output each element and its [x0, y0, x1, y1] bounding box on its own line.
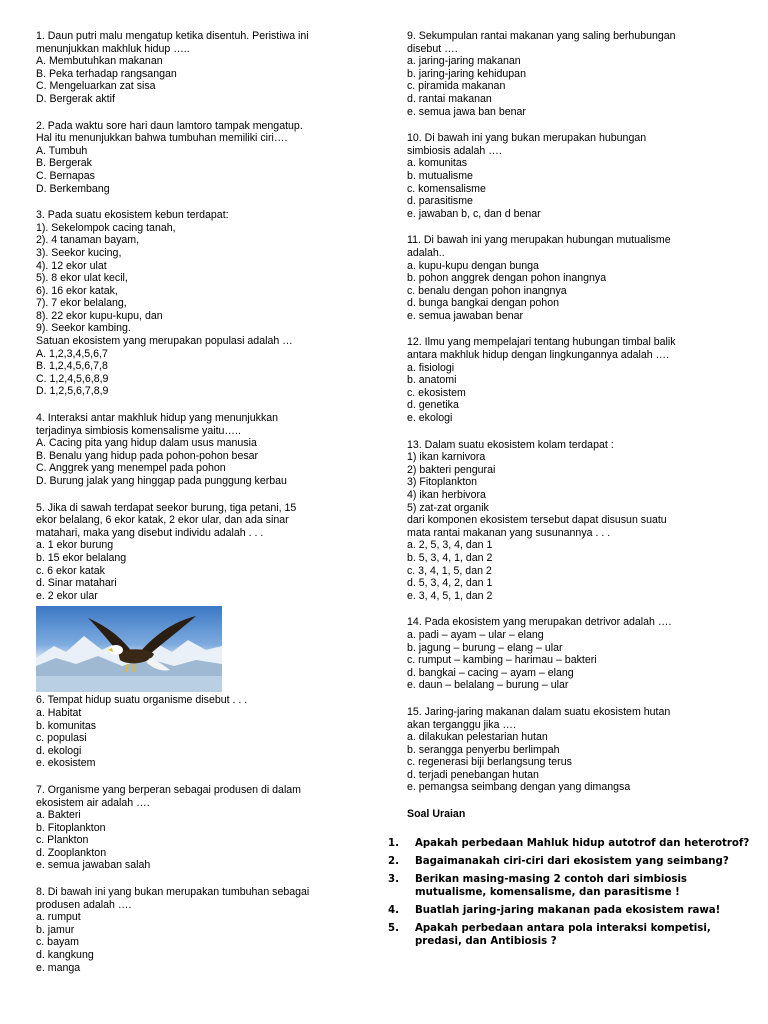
question-line: 4). 12 ekor ulat — [36, 259, 107, 272]
question-line: 4. Interaksi antar makhluk hidup yang menunjukkan — [36, 412, 279, 425]
question-line: 1) ikan karnivora — [407, 451, 486, 464]
question-15 — [407, 706, 752, 794]
question-line: b. jamur — [36, 923, 75, 936]
question-13 — [407, 439, 752, 603]
question-line: e. jawaban b, c, dan d benar — [407, 207, 541, 220]
question-line: a. jaring-jaring makanan — [407, 55, 521, 68]
question-line: b. serangga penyerbu berlimpah — [407, 743, 560, 756]
question-line: c. Plankton — [36, 834, 89, 847]
question-8 — [36, 886, 376, 974]
question-9 — [407, 30, 752, 118]
question-line: dari komponen ekosistem tersebut dapat disusun suatu — [407, 514, 667, 527]
question-line: d. genetika — [407, 399, 459, 412]
essay-item: 4. Buatlah jaring-jaring makanan pada ekosistem rawa! — [388, 904, 721, 916]
question-line: 12. Ilmu yang mempelajari tentang hubungan timbal balik — [407, 336, 676, 349]
question-line: b. anatomi — [407, 374, 457, 387]
essay-item: 3. Berikan masing-masing 2 contoh dari simbiosis mutualisme, komensalisme, dan parasitisme ! — [388, 873, 687, 898]
question-line: antara makhluk hidup dengan lingkungannya adalah …. — [407, 349, 670, 362]
question-12 — [407, 336, 752, 424]
question-line: 5) zat-zat organik — [407, 501, 489, 514]
question-line: 8). 22 ekor kupu-kupu, dan — [36, 309, 163, 322]
question-line: c. 3, 4, 1, 5, dan 2 — [407, 564, 492, 577]
question-line: d. 5, 3, 4, 2, dan 1 — [407, 577, 493, 590]
question-line: d. bunga bangkai dengan pohon — [407, 297, 559, 310]
question-line: 9). Seekor kambing. — [36, 322, 131, 335]
question-line: 1. Daun putri malu mengatup ketika disentuh. Peristiwa ini — [36, 30, 309, 42]
question-line: 10. Di bawah ini yang bukan merupakan hubungan — [407, 132, 647, 145]
question-line: B. 1,2,4,5,6,7,8 — [36, 360, 108, 373]
question-line: c. 6 ekor katak — [36, 564, 105, 577]
question-line: 14. Pada ekosistem yang merupakan detrivor adalah …. — [407, 616, 672, 629]
question-line: a. 1 ekor burung — [36, 539, 114, 552]
question-line: a. komunitas — [407, 157, 468, 170]
question-line: d. ekologi — [36, 744, 82, 757]
question-line: 3). Seekor kucing, — [36, 246, 122, 259]
question-line: 6). 16 ekor katak, — [36, 284, 118, 297]
question-line: simbiosis adalah …. — [407, 144, 502, 157]
question-5 — [36, 502, 376, 603]
question-2 — [36, 120, 376, 196]
question-line: C. Bernapas — [36, 169, 95, 182]
question-line: 2. Pada waktu sore hari daun lamtoro tampak mengatup. — [36, 119, 303, 132]
question-line: Satuan ekosistem yang merupakan populasi adalah … — [36, 335, 293, 348]
question-line: b. mutualisme — [407, 169, 473, 182]
question-line: mata rantai makanan yang susunannya . . . — [407, 526, 611, 539]
question-line: 4) ikan herbivora — [407, 489, 486, 501]
question-line: matahari, maka yang disebut individu adalah . . . — [36, 526, 264, 539]
question-line: e. semua jawaban benar — [407, 309, 524, 322]
question-line: A. Tumbuh — [36, 144, 88, 157]
question-line: akan terganggu jika …. — [407, 718, 516, 731]
question-line: B. Bergerak — [36, 157, 92, 170]
question-line: c. benalu dengan pohon inangnya — [407, 284, 567, 297]
question-line: 6. Tempat hidup suatu organisme disebut . . . — [36, 694, 248, 707]
question-line: c. piramida makanan — [407, 80, 506, 93]
question-line: c. ekosistem — [407, 386, 466, 399]
question-line: A. Cacing pita yang hidup dalam usus manusia — [36, 437, 257, 450]
question-line: b. pohon anggrek dengan pohon inangnya — [407, 272, 607, 285]
question-line: b. jagung – burung – elang – ular — [407, 641, 563, 654]
question-line: a. 2, 5, 3, 4, dan 1 — [407, 539, 493, 552]
question-line: a. dilakukan pelestarian hutan — [407, 731, 548, 744]
question-line: Hal itu menunjukkan bahwa tumbuhan memiliki ciri…. — [36, 132, 288, 145]
question-line: ekosistem air adalah …. — [36, 796, 150, 809]
question-line: ekor belalang, 6 ekor katak, 2 ekor ular, dan ada sinar — [36, 514, 289, 527]
question-line: b. 15 ekor belalang — [36, 551, 127, 564]
essay-item: 1. Apakah perbedaan Mahluk hidup autotrof dan heterotrof? — [388, 837, 750, 849]
eagle-photo — [36, 606, 222, 692]
question-line: 5. Jika di sawah terdapat seekor burung, tiga petani, 15 — [36, 501, 297, 514]
question-line: e. daun – belalang – burung – ular — [407, 679, 569, 692]
question-line: C. 1,2,4,5,6,8,9 — [36, 372, 109, 385]
question-7 — [36, 784, 376, 872]
question-line: C. Anggrek yang menempel pada pohon — [36, 462, 226, 475]
question-14 — [407, 616, 752, 692]
question-line: B. Peka terhadap rangsangan — [36, 67, 177, 80]
question-line: D. Bergerak aktif — [36, 92, 115, 105]
question-line: D. Burung jalak yang hinggap pada punggung kerbau — [36, 475, 287, 487]
question-line: d. parasitisme — [407, 195, 473, 208]
question-4 — [36, 412, 376, 488]
question-line: e. pemangsa seimbang dengan yang dimangsa — [407, 781, 631, 794]
eagle-image — [36, 606, 222, 692]
question-line: B. Benalu yang hidup pada pohon-pohon besar — [36, 449, 259, 462]
question-line: a. fisiologi — [407, 361, 455, 374]
question-line: c. bayam — [36, 936, 79, 949]
question-3 — [36, 209, 376, 398]
question-line: adalah.. — [407, 246, 445, 259]
question-line: C. Mengeluarkan zat sisa — [36, 80, 156, 93]
question-line: produsen adalah …. — [36, 898, 132, 911]
question-line: d. Sinar matahari — [36, 577, 117, 590]
question-line: b. Fitoplankton — [36, 821, 106, 834]
essay-list — [388, 837, 758, 948]
question-line: c. rumput – kambing – harimau – bakteri — [407, 654, 597, 667]
question-line: d. Zooplankton — [36, 846, 107, 859]
question-11 — [407, 234, 752, 322]
question-10 — [407, 132, 752, 220]
question-line: e. 3, 4, 5, 1, dan 2 — [407, 589, 493, 602]
question-6 — [36, 694, 376, 770]
question-line: e. 2 ekor ular — [36, 589, 98, 602]
question-line: b. jaring-jaring kehidupan — [407, 67, 526, 80]
question-line: c. regenerasi biji berlangsung terus — [407, 756, 572, 769]
question-line: a. rumput — [36, 911, 81, 924]
question-line: terjadinya simbiosis komensalisme yaitu….. — [36, 424, 241, 437]
left-column — [36, 30, 376, 988]
question-line: b. 5, 3, 4, 1, dan 2 — [407, 551, 493, 564]
question-line: d. rantai makanan — [407, 92, 492, 105]
question-line: a. Habitat — [36, 706, 82, 719]
question-line: 7). 7 ekor belalang, — [36, 297, 127, 310]
question-line: D. 1,2,5,6,7,8,9 — [36, 385, 109, 398]
soal-uraian-title: Soal Uraian — [407, 808, 466, 821]
question-line: c. populasi — [36, 732, 87, 745]
question-line: A. Membutuhkan makanan — [36, 55, 163, 68]
essay-item: 2. Bagaimanakah ciri-ciri dari ekosistem yang seimbang? — [388, 855, 729, 867]
question-line: 2). 4 tanaman bayam, — [36, 234, 140, 247]
question-line: 8. Di bawah ini yang bukan merupakan tumbuhan sebagai — [36, 886, 310, 899]
question-line: menunjukkan makhluk hidup ….. — [36, 42, 190, 55]
question-line: 11. Di bawah ini yang merupakan hubungan mutualisme — [407, 234, 671, 247]
question-line: a. Bakteri — [36, 809, 81, 822]
question-line: 3) Fitoplankton — [407, 476, 478, 489]
question-line: d. terjadi penebangan hutan — [407, 768, 539, 781]
question-line: 2) bakteri pengurai — [407, 463, 496, 476]
question-line: 3. Pada suatu ekosistem kebun terdapat: — [36, 209, 229, 222]
question-line: c. komensalisme — [407, 182, 486, 195]
question-line: a. kupu-kupu dengan bunga — [407, 259, 539, 272]
question-line: e. ekologi — [407, 412, 453, 425]
right-column — [388, 30, 752, 953]
question-line: 9. Sekumpulan rantai makanan yang saling berhubungan — [407, 30, 676, 42]
question-line: disebut …. — [407, 42, 458, 55]
question-line: e. semua jawaban salah — [36, 859, 151, 872]
question-line: A. 1,2,3,4,5,6,7 — [36, 347, 108, 360]
question-line: d. bangkai – cacing – ayam – elang — [407, 666, 574, 679]
question-line: 13. Dalam suatu ekosistem kolam terdapat : — [407, 438, 614, 451]
question-line: 7. Organisme yang berperan sebagai produsen di dalam — [36, 783, 302, 796]
essay-item: 5. Apakah perbedaan antara pola interaksi kompetisi, predasi, dan Antibiosis ? — [388, 922, 711, 947]
question-line: 1). Sekelompok cacing tanah, — [36, 221, 176, 234]
question-line: e. manga — [36, 961, 81, 974]
question-line: b. komunitas — [36, 719, 97, 732]
question-line: 15. Jaring-jaring makanan dalam suatu ekosistem hutan — [407, 705, 671, 718]
question-1 — [36, 30, 376, 106]
question-line: 5). 8 ekor ulat kecil, — [36, 272, 128, 285]
question-line: e. semua jawa ban benar — [407, 105, 526, 118]
question-line: e. ekosistem — [36, 757, 96, 770]
question-line: D. Berkembang — [36, 182, 110, 195]
question-line: a. padi – ayam – ular – elang — [407, 628, 544, 641]
question-line: d. kangkung — [36, 949, 94, 962]
